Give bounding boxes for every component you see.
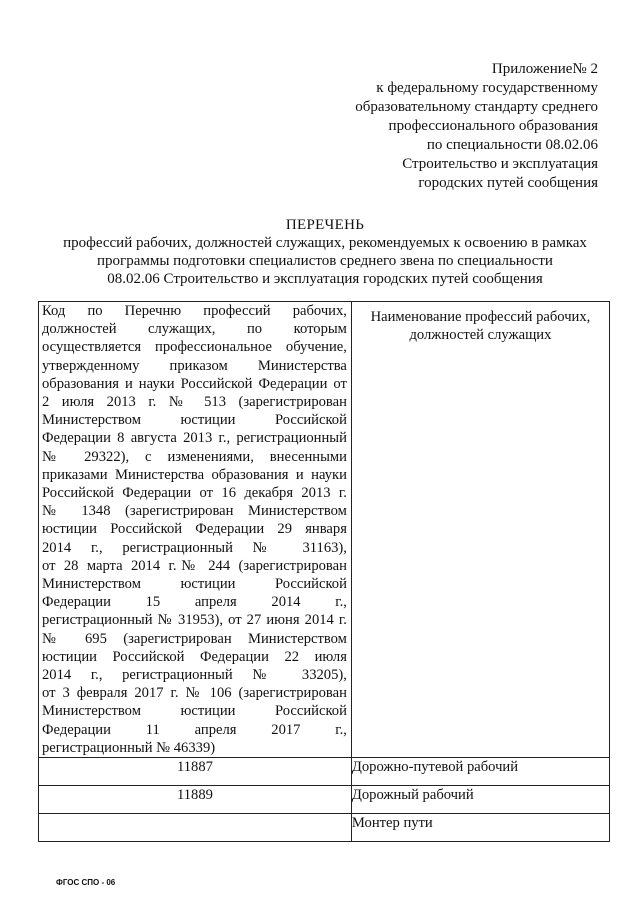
footer-mark: ФГОС СПО - 06 — [56, 878, 116, 887]
header-name-cell — [351, 302, 609, 758]
title-line: программы подготовки специалистов среднего звена по специальности — [97, 253, 553, 269]
appendix-line: образовательному стандарту среднего — [355, 99, 598, 115]
header-code-line: Код по Перечню профессий рабочих, — [42, 303, 347, 319]
header-code-line: № 695 (зарегистрирован Министерством — [42, 630, 347, 647]
header-code-line: № 29322), с изменениями, внесенными — [42, 448, 347, 465]
header-code-line: приказами Министерства образования и науки — [42, 466, 347, 483]
header-code-text — [39, 302, 351, 757]
name-cell: Монтер пути — [351, 814, 609, 842]
title-line: 08.02.06 Строительство и эксплуатация городских путей сообщения — [107, 271, 543, 287]
header-code-line: Министерством юстиции Российской — [42, 412, 347, 429]
header-code-line: Министерством юстиции Российской — [42, 703, 347, 720]
header-code-cell — [39, 302, 352, 758]
table-row — [39, 758, 610, 786]
header-code-line: № 1348 (зарегистрирован Министерством — [42, 503, 347, 520]
table-row — [39, 814, 610, 842]
name-cell: Дорожный рабочий — [351, 786, 609, 814]
code-cell: 11887 — [39, 758, 352, 786]
title-line: профессий рабочих, должностей служащих, рекомендуемых к освоению в рамках — [63, 235, 587, 251]
header-code-line: образования и науки Российской Федерации от — [42, 375, 347, 392]
header-name-text: Наименование профессий рабочих, должностей служащих — [370, 309, 591, 343]
table-row — [39, 786, 610, 814]
professions-table — [38, 301, 610, 842]
header-code-line: юстиции Российской Федерации 22 июля — [42, 648, 347, 665]
appendix-line: Строительство и эксплуатация — [402, 156, 598, 172]
document-title — [40, 216, 610, 288]
appendix-line: к федеральному государственному — [376, 80, 598, 96]
header-code-line: от 3 февраля 2017 г. № 106 (зарегистрирован — [42, 685, 347, 702]
header-code-line: Федерации 8 августа 2013 г., регистрационный — [42, 430, 347, 447]
header-code-line: регистрационный № 31953), от 27 июня 2014 г. — [42, 612, 347, 629]
header-code-line: юстиции Российской Федерации 29 января — [42, 521, 347, 538]
name-cell: Дорожно-путевой рабочий — [351, 758, 609, 786]
header-code-line: от 28 марта 2014 г.№ 244 (зарегистрирован — [42, 557, 347, 574]
appendix-line: по специальности 08.02.06 — [426, 137, 598, 153]
header-code-line: Федерации 15 апреля 2014 г., — [42, 594, 347, 611]
header-code-line: Министерством юстиции Российской — [42, 576, 347, 593]
header-code-line: 2014 г., регистрационный № 31163), — [42, 539, 347, 556]
title-heading: ПЕРЕЧЕНЬ — [285, 217, 365, 233]
header-code-line: регистрационный № 46339) — [42, 739, 216, 756]
header-code-line: 2014 г., регистрационный № 33205), — [42, 667, 347, 684]
code-cell: 11889 — [39, 786, 352, 814]
header-code-line: Федерации 11 апреля 2017 г., — [42, 721, 347, 738]
appendix-line: профессионального образования — [388, 118, 598, 134]
code-cell — [39, 814, 352, 842]
header-code-line: должностей служащих, по которым — [42, 321, 347, 338]
appendix-line: Приложение№ 2 — [491, 61, 598, 77]
header-code-line: утвержденному приказом Министерства — [42, 357, 347, 374]
header-code-line: Российской Федерации от 16 декабря 2013 г. — [42, 485, 347, 502]
appendix-line: городских путей сообщения — [418, 175, 598, 191]
table-header-row — [39, 302, 610, 758]
header-code-line: 2 июля 2013 г. № 513 (зарегистрирован — [42, 394, 347, 411]
header-code-line: осуществляется профессиональное обучение, — [42, 339, 347, 356]
appendix-block — [355, 60, 598, 193]
